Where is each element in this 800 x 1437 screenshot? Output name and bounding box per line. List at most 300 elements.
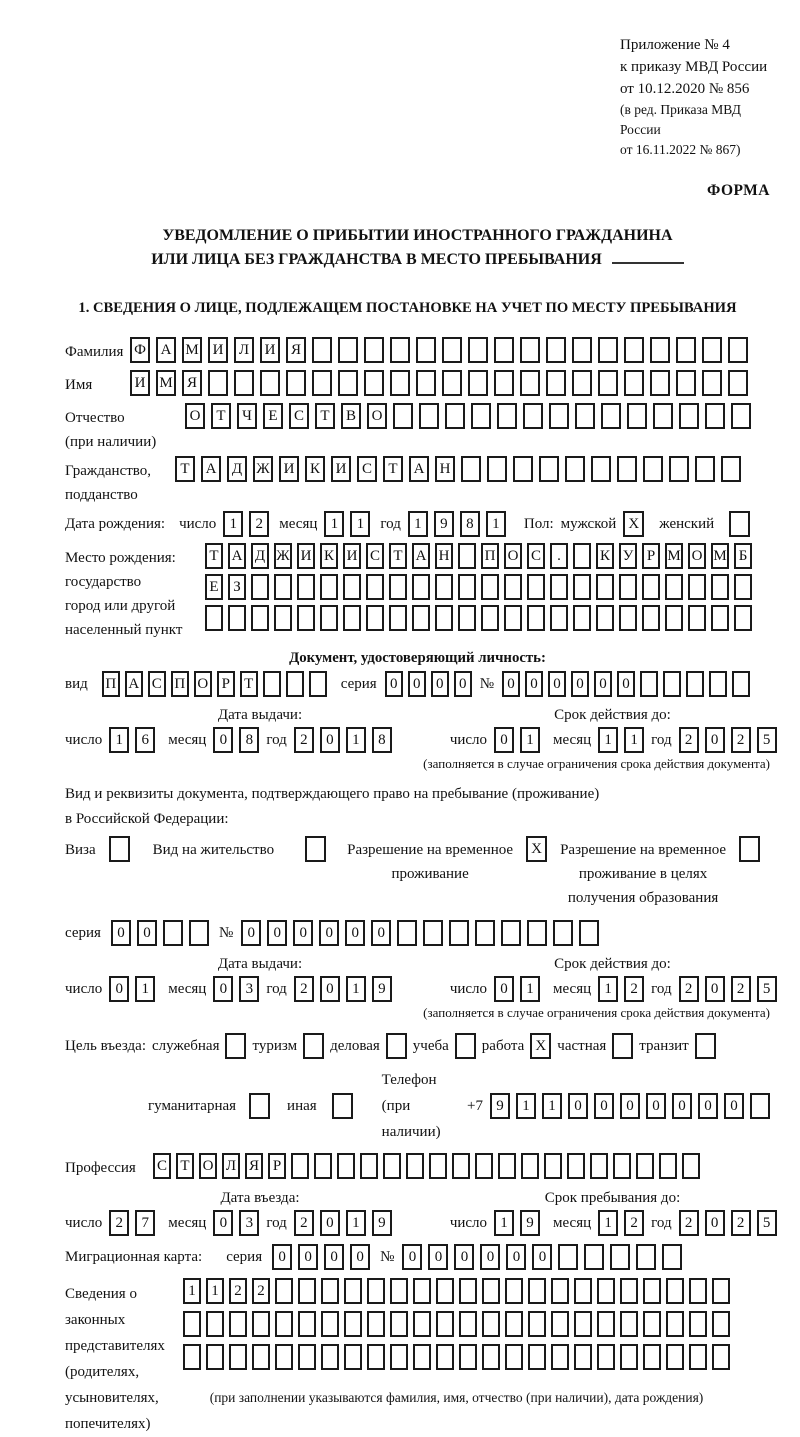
char-cell[interactable]: 0 (213, 1210, 233, 1236)
char-cell[interactable]: 0 (454, 1244, 474, 1270)
char-cell[interactable] (527, 605, 545, 631)
char-cell[interactable] (679, 403, 699, 429)
char-cell[interactable]: 0 (428, 1244, 448, 1270)
char-cell[interactable] (461, 456, 481, 482)
char-cell[interactable] (286, 671, 304, 697)
char-cell[interactable] (487, 456, 507, 482)
char-cell[interactable] (590, 1153, 608, 1179)
residence-permit-checkbox[interactable] (305, 836, 326, 862)
char-cell[interactable] (598, 370, 618, 396)
char-cell[interactable] (712, 1278, 730, 1304)
char-cell[interactable] (468, 337, 488, 363)
char-cell[interactable]: Т (315, 403, 335, 429)
char-cell[interactable]: 0 (620, 1093, 640, 1119)
char-cell[interactable] (494, 337, 514, 363)
char-cell[interactable]: 0 (431, 671, 449, 697)
char-cell[interactable] (565, 456, 585, 482)
char-cell[interactable] (573, 605, 591, 631)
char-cell[interactable] (298, 1278, 316, 1304)
char-cell[interactable]: 1 (183, 1278, 201, 1304)
char-cell[interactable]: 1 (542, 1093, 562, 1119)
char-cell[interactable]: 0 (111, 920, 131, 946)
char-cell[interactable]: О (199, 1153, 217, 1179)
char-cell[interactable] (163, 920, 183, 946)
char-cell[interactable]: К (305, 456, 325, 482)
char-cell[interactable] (662, 1244, 682, 1270)
char-cell[interactable] (550, 605, 568, 631)
purpose-private-checkbox[interactable] (612, 1033, 633, 1059)
char-cell[interactable] (650, 370, 670, 396)
char-cell[interactable]: О (194, 671, 212, 697)
purpose-business-checkbox[interactable] (386, 1033, 407, 1059)
char-cell[interactable] (689, 1278, 707, 1304)
char-cell[interactable]: П (171, 671, 189, 697)
char-cell[interactable] (619, 574, 637, 600)
char-cell[interactable]: Ж (253, 456, 273, 482)
char-cell[interactable]: 0 (109, 976, 129, 1002)
purpose-other-checkbox[interactable] (332, 1093, 353, 1119)
char-cell[interactable] (682, 1153, 700, 1179)
char-cell[interactable]: 2 (731, 1210, 751, 1236)
char-cell[interactable] (601, 403, 621, 429)
char-cell[interactable] (475, 1153, 493, 1179)
char-cell[interactable] (251, 605, 269, 631)
char-cell[interactable] (620, 1344, 638, 1370)
char-cell[interactable] (366, 605, 384, 631)
char-cell[interactable] (452, 1153, 470, 1179)
char-cell[interactable]: 0 (324, 1244, 344, 1270)
char-cell[interactable]: 5 (757, 1210, 777, 1236)
char-cell[interactable] (572, 337, 592, 363)
char-cell[interactable]: 0 (272, 1244, 292, 1270)
char-cell[interactable]: 2 (624, 976, 644, 1002)
char-cell[interactable]: Д (251, 543, 269, 569)
char-cell[interactable]: Я (245, 1153, 263, 1179)
char-cell[interactable] (481, 605, 499, 631)
char-cell[interactable] (573, 574, 591, 600)
char-cell[interactable] (574, 1311, 592, 1337)
char-cell[interactable] (413, 1278, 431, 1304)
char-cell[interactable] (459, 1311, 477, 1337)
char-cell[interactable] (393, 403, 413, 429)
char-cell[interactable]: О (688, 543, 706, 569)
char-cell[interactable] (320, 574, 338, 600)
char-cell[interactable] (229, 1344, 247, 1370)
char-cell[interactable] (666, 1278, 684, 1304)
char-cell[interactable] (505, 1344, 523, 1370)
char-cell[interactable] (546, 370, 566, 396)
char-cell[interactable] (643, 1344, 661, 1370)
char-cell[interactable]: 1 (516, 1093, 536, 1119)
char-cell[interactable]: 6 (135, 727, 155, 753)
char-cell[interactable] (627, 403, 647, 429)
char-cell[interactable] (689, 1344, 707, 1370)
char-cell[interactable]: И (260, 337, 280, 363)
char-cell[interactable] (309, 671, 327, 697)
char-cell[interactable]: 0 (241, 920, 261, 946)
char-cell[interactable] (482, 1344, 500, 1370)
char-cell[interactable]: Д (227, 456, 247, 482)
char-cell[interactable]: 0 (293, 920, 313, 946)
char-cell[interactable]: 7 (135, 1210, 155, 1236)
char-cell[interactable]: П (481, 543, 499, 569)
char-cell[interactable] (312, 337, 332, 363)
char-cell[interactable] (666, 1344, 684, 1370)
char-cell[interactable]: И (279, 456, 299, 482)
char-cell[interactable] (389, 574, 407, 600)
char-cell[interactable]: А (156, 337, 176, 363)
char-cell[interactable] (366, 574, 384, 600)
char-cell[interactable] (481, 574, 499, 600)
char-cell[interactable]: Е (263, 403, 283, 429)
char-cell[interactable] (528, 1278, 546, 1304)
purpose-humanitarian-checkbox[interactable] (249, 1093, 270, 1119)
char-cell[interactable]: К (596, 543, 614, 569)
char-cell[interactable] (505, 1278, 523, 1304)
char-cell[interactable]: 0 (646, 1093, 666, 1119)
char-cell[interactable] (263, 671, 281, 697)
char-cell[interactable] (412, 605, 430, 631)
char-cell[interactable]: А (412, 543, 430, 569)
char-cell[interactable]: 0 (345, 920, 365, 946)
char-cell[interactable] (734, 605, 752, 631)
char-cell[interactable]: 5 (757, 976, 777, 1002)
char-cell[interactable] (275, 1278, 293, 1304)
char-cell[interactable] (702, 370, 722, 396)
char-cell[interactable] (286, 370, 306, 396)
char-cell[interactable]: 1 (346, 1210, 366, 1236)
char-cell[interactable]: 2 (731, 976, 751, 1002)
char-cell[interactable] (728, 370, 748, 396)
char-cell[interactable] (501, 920, 521, 946)
char-cell[interactable] (732, 671, 750, 697)
char-cell[interactable] (558, 1244, 578, 1270)
char-cell[interactable]: 2 (731, 727, 751, 753)
char-cell[interactable]: 0 (213, 727, 233, 753)
char-cell[interactable] (521, 1153, 539, 1179)
char-cell[interactable] (712, 1311, 730, 1337)
char-cell[interactable]: В (341, 403, 361, 429)
char-cell[interactable] (364, 370, 384, 396)
char-cell[interactable] (397, 920, 417, 946)
char-cell[interactable]: 0 (213, 976, 233, 1002)
purpose-tourism-checkbox[interactable] (303, 1033, 324, 1059)
char-cell[interactable]: И (331, 456, 351, 482)
char-cell[interactable] (367, 1311, 385, 1337)
char-cell[interactable]: 0 (298, 1244, 318, 1270)
char-cell[interactable] (731, 403, 751, 429)
char-cell[interactable] (584, 1244, 604, 1270)
char-cell[interactable] (321, 1311, 339, 1337)
char-cell[interactable]: 0 (408, 671, 426, 697)
char-cell[interactable] (620, 1278, 638, 1304)
char-cell[interactable] (663, 671, 681, 697)
char-cell[interactable]: 0 (385, 671, 403, 697)
char-cell[interactable]: 0 (594, 1093, 614, 1119)
char-cell[interactable] (527, 574, 545, 600)
char-cell[interactable] (665, 605, 683, 631)
char-cell[interactable] (504, 574, 522, 600)
char-cell[interactable] (549, 403, 569, 429)
char-cell[interactable] (620, 1311, 638, 1337)
char-cell[interactable]: Т (240, 671, 258, 697)
char-cell[interactable]: 1 (598, 976, 618, 1002)
char-cell[interactable] (513, 456, 533, 482)
char-cell[interactable]: 0 (137, 920, 157, 946)
char-cell[interactable] (343, 605, 361, 631)
char-cell[interactable] (539, 456, 559, 482)
char-cell[interactable] (344, 1344, 362, 1370)
char-cell[interactable]: 2 (294, 727, 314, 753)
char-cell[interactable]: 0 (320, 976, 340, 1002)
char-cell[interactable]: С (527, 543, 545, 569)
char-cell[interactable] (338, 337, 358, 363)
char-cell[interactable] (597, 1344, 615, 1370)
char-cell[interactable]: 9 (372, 976, 392, 1002)
char-cell[interactable] (643, 1278, 661, 1304)
char-cell[interactable] (546, 337, 566, 363)
char-cell[interactable] (520, 370, 540, 396)
char-cell[interactable] (471, 403, 491, 429)
char-cell[interactable] (475, 920, 495, 946)
char-cell[interactable] (686, 671, 704, 697)
char-cell[interactable] (665, 574, 683, 600)
char-cell[interactable] (429, 1153, 447, 1179)
char-cell[interactable]: М (665, 543, 683, 569)
char-cell[interactable] (750, 1093, 770, 1119)
char-cell[interactable]: А (125, 671, 143, 697)
char-cell[interactable]: 0 (502, 671, 520, 697)
char-cell[interactable]: Л (234, 337, 254, 363)
char-cell[interactable] (338, 370, 358, 396)
char-cell[interactable] (712, 1344, 730, 1370)
char-cell[interactable]: Т (211, 403, 231, 429)
char-cell[interactable] (598, 337, 618, 363)
char-cell[interactable]: 0 (320, 1210, 340, 1236)
char-cell[interactable] (291, 1153, 309, 1179)
char-cell[interactable]: Р (642, 543, 660, 569)
char-cell[interactable]: С (148, 671, 166, 697)
sex-male-checkbox[interactable]: X (623, 511, 644, 537)
char-cell[interactable] (643, 456, 663, 482)
char-cell[interactable] (574, 1344, 592, 1370)
char-cell[interactable] (702, 337, 722, 363)
char-cell[interactable] (610, 1244, 630, 1270)
char-cell[interactable] (383, 1153, 401, 1179)
char-cell[interactable] (711, 605, 729, 631)
char-cell[interactable] (274, 574, 292, 600)
char-cell[interactable] (553, 920, 573, 946)
sex-female-checkbox[interactable] (729, 511, 750, 537)
char-cell[interactable]: 0 (480, 1244, 500, 1270)
char-cell[interactable]: Ч (237, 403, 257, 429)
char-cell[interactable] (597, 1311, 615, 1337)
char-cell[interactable]: Т (176, 1153, 194, 1179)
char-cell[interactable]: 8 (460, 511, 480, 537)
char-cell[interactable]: 0 (494, 976, 514, 1002)
char-cell[interactable]: 1 (223, 511, 243, 537)
char-cell[interactable]: 2 (624, 1210, 644, 1236)
char-cell[interactable] (669, 456, 689, 482)
char-cell[interactable] (298, 1311, 316, 1337)
char-cell[interactable] (695, 456, 715, 482)
char-cell[interactable]: 0 (320, 727, 340, 753)
char-cell[interactable] (189, 920, 209, 946)
char-cell[interactable] (505, 1311, 523, 1337)
char-cell[interactable]: 0 (532, 1244, 552, 1270)
char-cell[interactable]: 1 (598, 727, 618, 753)
char-cell[interactable] (390, 1278, 408, 1304)
char-cell[interactable]: Н (435, 543, 453, 569)
char-cell[interactable] (389, 605, 407, 631)
char-cell[interactable]: 0 (454, 671, 472, 697)
char-cell[interactable] (728, 337, 748, 363)
char-cell[interactable]: 0 (319, 920, 339, 946)
char-cell[interactable] (689, 1311, 707, 1337)
char-cell[interactable]: С (357, 456, 377, 482)
char-cell[interactable] (617, 456, 637, 482)
char-cell[interactable]: Т (205, 543, 223, 569)
char-cell[interactable] (624, 370, 644, 396)
char-cell[interactable]: К (320, 543, 338, 569)
char-cell[interactable]: О (185, 403, 205, 429)
char-cell[interactable]: Р (217, 671, 235, 697)
char-cell[interactable]: 9 (434, 511, 454, 537)
char-cell[interactable] (624, 337, 644, 363)
purpose-transit-checkbox[interactable] (695, 1033, 716, 1059)
char-cell[interactable] (498, 1153, 516, 1179)
char-cell[interactable]: 8 (372, 727, 392, 753)
char-cell[interactable] (320, 605, 338, 631)
char-cell[interactable]: 1 (486, 511, 506, 537)
char-cell[interactable] (636, 1244, 656, 1270)
char-cell[interactable]: С (289, 403, 309, 429)
char-cell[interactable]: 2 (294, 976, 314, 1002)
char-cell[interactable] (497, 403, 517, 429)
char-cell[interactable]: 1 (520, 727, 540, 753)
char-cell[interactable] (527, 920, 547, 946)
char-cell[interactable] (642, 574, 660, 600)
char-cell[interactable]: 1 (624, 727, 644, 753)
char-cell[interactable] (435, 574, 453, 600)
temporary-residence-education-checkbox[interactable] (739, 836, 760, 862)
char-cell[interactable] (575, 403, 595, 429)
char-cell[interactable] (413, 1344, 431, 1370)
char-cell[interactable]: 9 (490, 1093, 510, 1119)
char-cell[interactable] (228, 605, 246, 631)
char-cell[interactable]: 0 (568, 1093, 588, 1119)
char-cell[interactable] (597, 1278, 615, 1304)
char-cell[interactable] (390, 337, 410, 363)
char-cell[interactable]: Т (383, 456, 403, 482)
char-cell[interactable] (390, 1344, 408, 1370)
char-cell[interactable]: 9 (372, 1210, 392, 1236)
char-cell[interactable]: 0 (371, 920, 391, 946)
char-cell[interactable]: И (343, 543, 361, 569)
purpose-work-checkbox[interactable]: X (530, 1033, 551, 1059)
char-cell[interactable] (640, 671, 658, 697)
char-cell[interactable]: 2 (679, 727, 699, 753)
char-cell[interactable] (528, 1311, 546, 1337)
char-cell[interactable] (298, 1344, 316, 1370)
char-cell[interactable]: 1 (346, 727, 366, 753)
char-cell[interactable]: 3 (239, 976, 259, 1002)
char-cell[interactable]: 5 (757, 727, 777, 753)
char-cell[interactable]: 0 (705, 727, 725, 753)
char-cell[interactable] (436, 1311, 454, 1337)
char-cell[interactable]: А (201, 456, 221, 482)
char-cell[interactable] (419, 403, 439, 429)
char-cell[interactable]: Я (286, 337, 306, 363)
temporary-residence-checkbox[interactable]: X (526, 836, 547, 862)
char-cell[interactable] (337, 1153, 355, 1179)
char-cell[interactable]: Р (268, 1153, 286, 1179)
char-cell[interactable] (688, 605, 706, 631)
char-cell[interactable]: 2 (109, 1210, 129, 1236)
char-cell[interactable] (449, 920, 469, 946)
char-cell[interactable] (435, 605, 453, 631)
char-cell[interactable] (650, 337, 670, 363)
char-cell[interactable] (206, 1344, 224, 1370)
char-cell[interactable] (659, 1153, 677, 1179)
char-cell[interactable] (482, 1311, 500, 1337)
char-cell[interactable]: 1 (135, 976, 155, 1002)
char-cell[interactable]: Л (222, 1153, 240, 1179)
char-cell[interactable] (364, 337, 384, 363)
char-cell[interactable]: 2 (249, 511, 269, 537)
char-cell[interactable] (458, 543, 476, 569)
char-cell[interactable]: 0 (705, 976, 725, 1002)
char-cell[interactable]: 2 (679, 1210, 699, 1236)
char-cell[interactable]: 0 (548, 671, 566, 697)
char-cell[interactable]: 2 (679, 976, 699, 1002)
char-cell[interactable] (445, 403, 465, 429)
char-cell[interactable] (459, 1344, 477, 1370)
char-cell[interactable]: М (156, 370, 176, 396)
char-cell[interactable] (229, 1311, 247, 1337)
char-cell[interactable]: 0 (350, 1244, 370, 1270)
char-cell[interactable] (208, 370, 228, 396)
char-cell[interactable] (574, 1278, 592, 1304)
char-cell[interactable] (709, 671, 727, 697)
char-cell[interactable] (252, 1311, 270, 1337)
char-cell[interactable] (551, 1278, 569, 1304)
char-cell[interactable] (572, 370, 592, 396)
char-cell[interactable] (206, 1311, 224, 1337)
char-cell[interactable]: Е (205, 574, 223, 600)
char-cell[interactable]: Я (182, 370, 202, 396)
char-cell[interactable] (520, 337, 540, 363)
purpose-official-checkbox[interactable] (225, 1033, 246, 1059)
char-cell[interactable]: И (130, 370, 150, 396)
char-cell[interactable]: С (153, 1153, 171, 1179)
char-cell[interactable] (436, 1278, 454, 1304)
char-cell[interactable] (412, 574, 430, 600)
char-cell[interactable] (205, 605, 223, 631)
char-cell[interactable] (312, 370, 332, 396)
char-cell[interactable]: 0 (594, 671, 612, 697)
char-cell[interactable] (705, 403, 725, 429)
char-cell[interactable] (390, 1311, 408, 1337)
char-cell[interactable] (314, 1153, 332, 1179)
char-cell[interactable] (251, 574, 269, 600)
char-cell[interactable] (367, 1344, 385, 1370)
char-cell[interactable] (591, 456, 611, 482)
char-cell[interactable] (274, 605, 292, 631)
char-cell[interactable] (390, 370, 410, 396)
char-cell[interactable] (183, 1344, 201, 1370)
char-cell[interactable] (642, 605, 660, 631)
